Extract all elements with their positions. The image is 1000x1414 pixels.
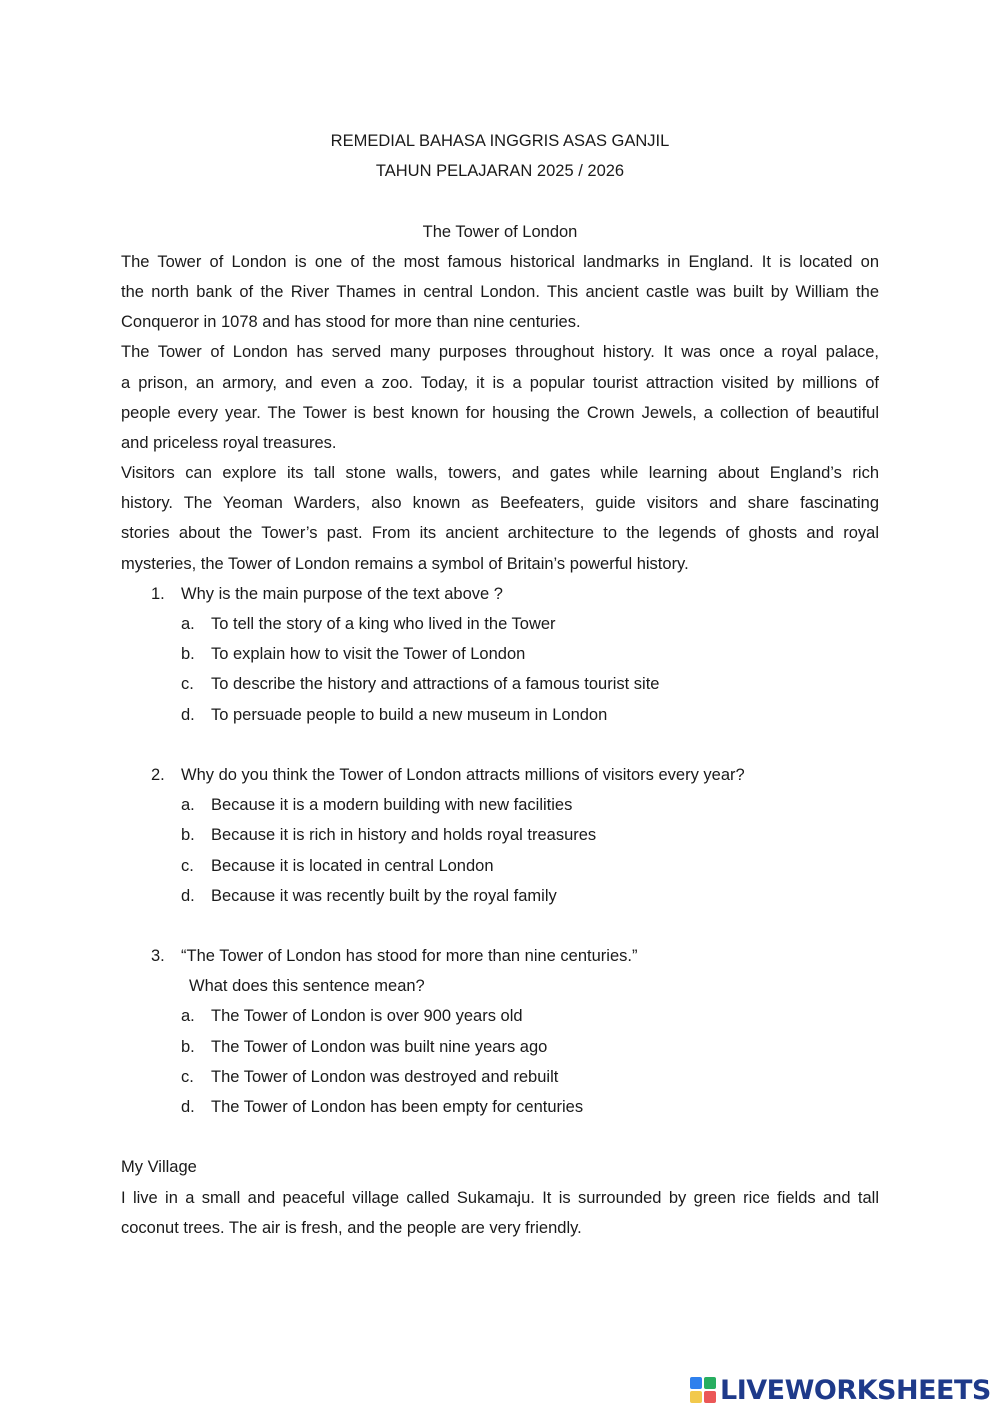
passage-title-village: My Village	[121, 1158, 197, 1177]
question-3-subtext	[121, 971, 879, 1001]
passage-line: and priceless royal treasures.	[121, 433, 337, 452]
option-1d	[121, 700, 879, 730]
question-text: “The Tower of London has stood for more than nine centuries.”	[181, 947, 638, 966]
passage-line: the north bank of the River Thames in central London. This ancient castle was built by William the	[121, 282, 879, 301]
option-letter: c.	[181, 1067, 194, 1086]
passage-line: people every year. The Tower is best known for housing the Crown Jewels, a collection of beautiful	[121, 403, 879, 422]
option-1a	[121, 609, 879, 639]
option-text: To tell the story of a king who lived in the Tower	[211, 615, 556, 633]
option-text: To explain how to visit the Tower of London	[211, 645, 526, 664]
logo-square	[690, 1391, 702, 1403]
passage-line: The Tower of London is one of the most famous historical landmarks in England. It is located on	[121, 252, 879, 271]
question-text: Why do you think the Tower of London attracts millions of visitors every year?	[181, 765, 745, 784]
option-letter: a.	[181, 796, 195, 815]
liveworksheets-logo-text: LIVEWORKSHEETS	[720, 1374, 991, 1406]
option-3a	[121, 1001, 879, 1031]
passage-line: Conqueror in 1078 and has stood for more than nine centuries.	[121, 313, 581, 332]
option-2c	[121, 851, 879, 881]
option-3c	[121, 1062, 879, 1092]
passage-line: coconut trees. The air is fresh, and the people are very friendly.	[121, 1218, 582, 1237]
question-1	[121, 579, 879, 609]
question-3	[121, 941, 879, 971]
worksheet-page	[121, 126, 879, 1243]
option-text: The Tower of London was built nine years ago	[211, 1037, 548, 1056]
option-3d	[121, 1092, 879, 1122]
option-text: The Tower of London was destroyed and rebuilt	[211, 1067, 559, 1086]
option-letter: c.	[181, 675, 194, 694]
logo-square	[690, 1377, 702, 1389]
passage-line: stories about the Tower’s past. From its ancient architecture to the legends of ghosts and royal	[121, 524, 879, 543]
passage-line: The Tower of London has served many purposes throughout history. It was once a royal palace,	[121, 343, 879, 362]
question-2	[121, 760, 879, 790]
question-number: 1.	[151, 584, 165, 603]
option-text: The Tower of London is over 900 years old	[211, 1007, 523, 1026]
school-year: TAHUN PELAJARAN 2025 / 2026	[375, 162, 625, 181]
option-letter: d.	[181, 705, 195, 724]
option-letter: b.	[181, 826, 195, 845]
passage-line: a prison, an armory, and even a zoo. Today, it is a popular tourist attraction visited by millions of	[121, 373, 879, 392]
option-text: To describe the history and attractions of a famous tourist site	[211, 675, 660, 694]
option-text: The Tower of London has been empty for centuries	[211, 1098, 584, 1116]
option-letter: b.	[181, 645, 195, 664]
option-text: Because it was recently built by the royal family	[211, 886, 557, 905]
question-text: Why is the main purpose of the text above ?	[181, 584, 503, 603]
passage-title-tower: The Tower of London	[422, 222, 578, 241]
liveworksheets-logo-icon	[690, 1377, 716, 1403]
option-text: To persuade people to build a new museum in London	[211, 705, 608, 724]
passage-line: mysteries, the Tower of London remains a symbol of Britain’s powerful history.	[121, 554, 689, 573]
logo-square	[704, 1377, 716, 1389]
option-letter: d.	[181, 1098, 195, 1116]
liveworksheets-logo	[690, 1374, 991, 1406]
worksheet-title: REMEDIAL BAHASA INGGRIS ASAS GANJIL	[330, 132, 670, 150]
question-number: 2.	[151, 765, 165, 784]
logo-square	[704, 1391, 716, 1403]
option-2d	[121, 881, 879, 911]
option-2a	[121, 790, 879, 820]
option-text: Because it is located in central London	[211, 856, 494, 875]
option-3b	[121, 1032, 879, 1062]
option-1c	[121, 669, 879, 699]
passage-line: I live in a small and peaceful village called Sukamaju. It is surrounded by green rice fields and tall	[121, 1188, 879, 1207]
option-letter: a.	[181, 1007, 195, 1026]
option-text: Because it is a modern building with new facilities	[211, 796, 573, 815]
question-number: 3.	[151, 947, 165, 966]
option-letter: b.	[181, 1037, 195, 1056]
option-2b	[121, 820, 879, 850]
question-subtext: What does this sentence mean?	[189, 977, 425, 996]
option-letter: a.	[181, 615, 195, 633]
passage-line: Visitors can explore its tall stone walls, towers, and gates while learning about England’s rich	[121, 464, 879, 483]
option-letter: c.	[181, 856, 194, 875]
passage-line: history. The Yeoman Warders, also known as Beefeaters, guide visitors and share fascinating	[121, 494, 879, 513]
option-letter: d.	[181, 886, 195, 905]
option-text: Because it is rich in history and holds royal treasures	[211, 826, 597, 845]
option-1b	[121, 639, 879, 669]
